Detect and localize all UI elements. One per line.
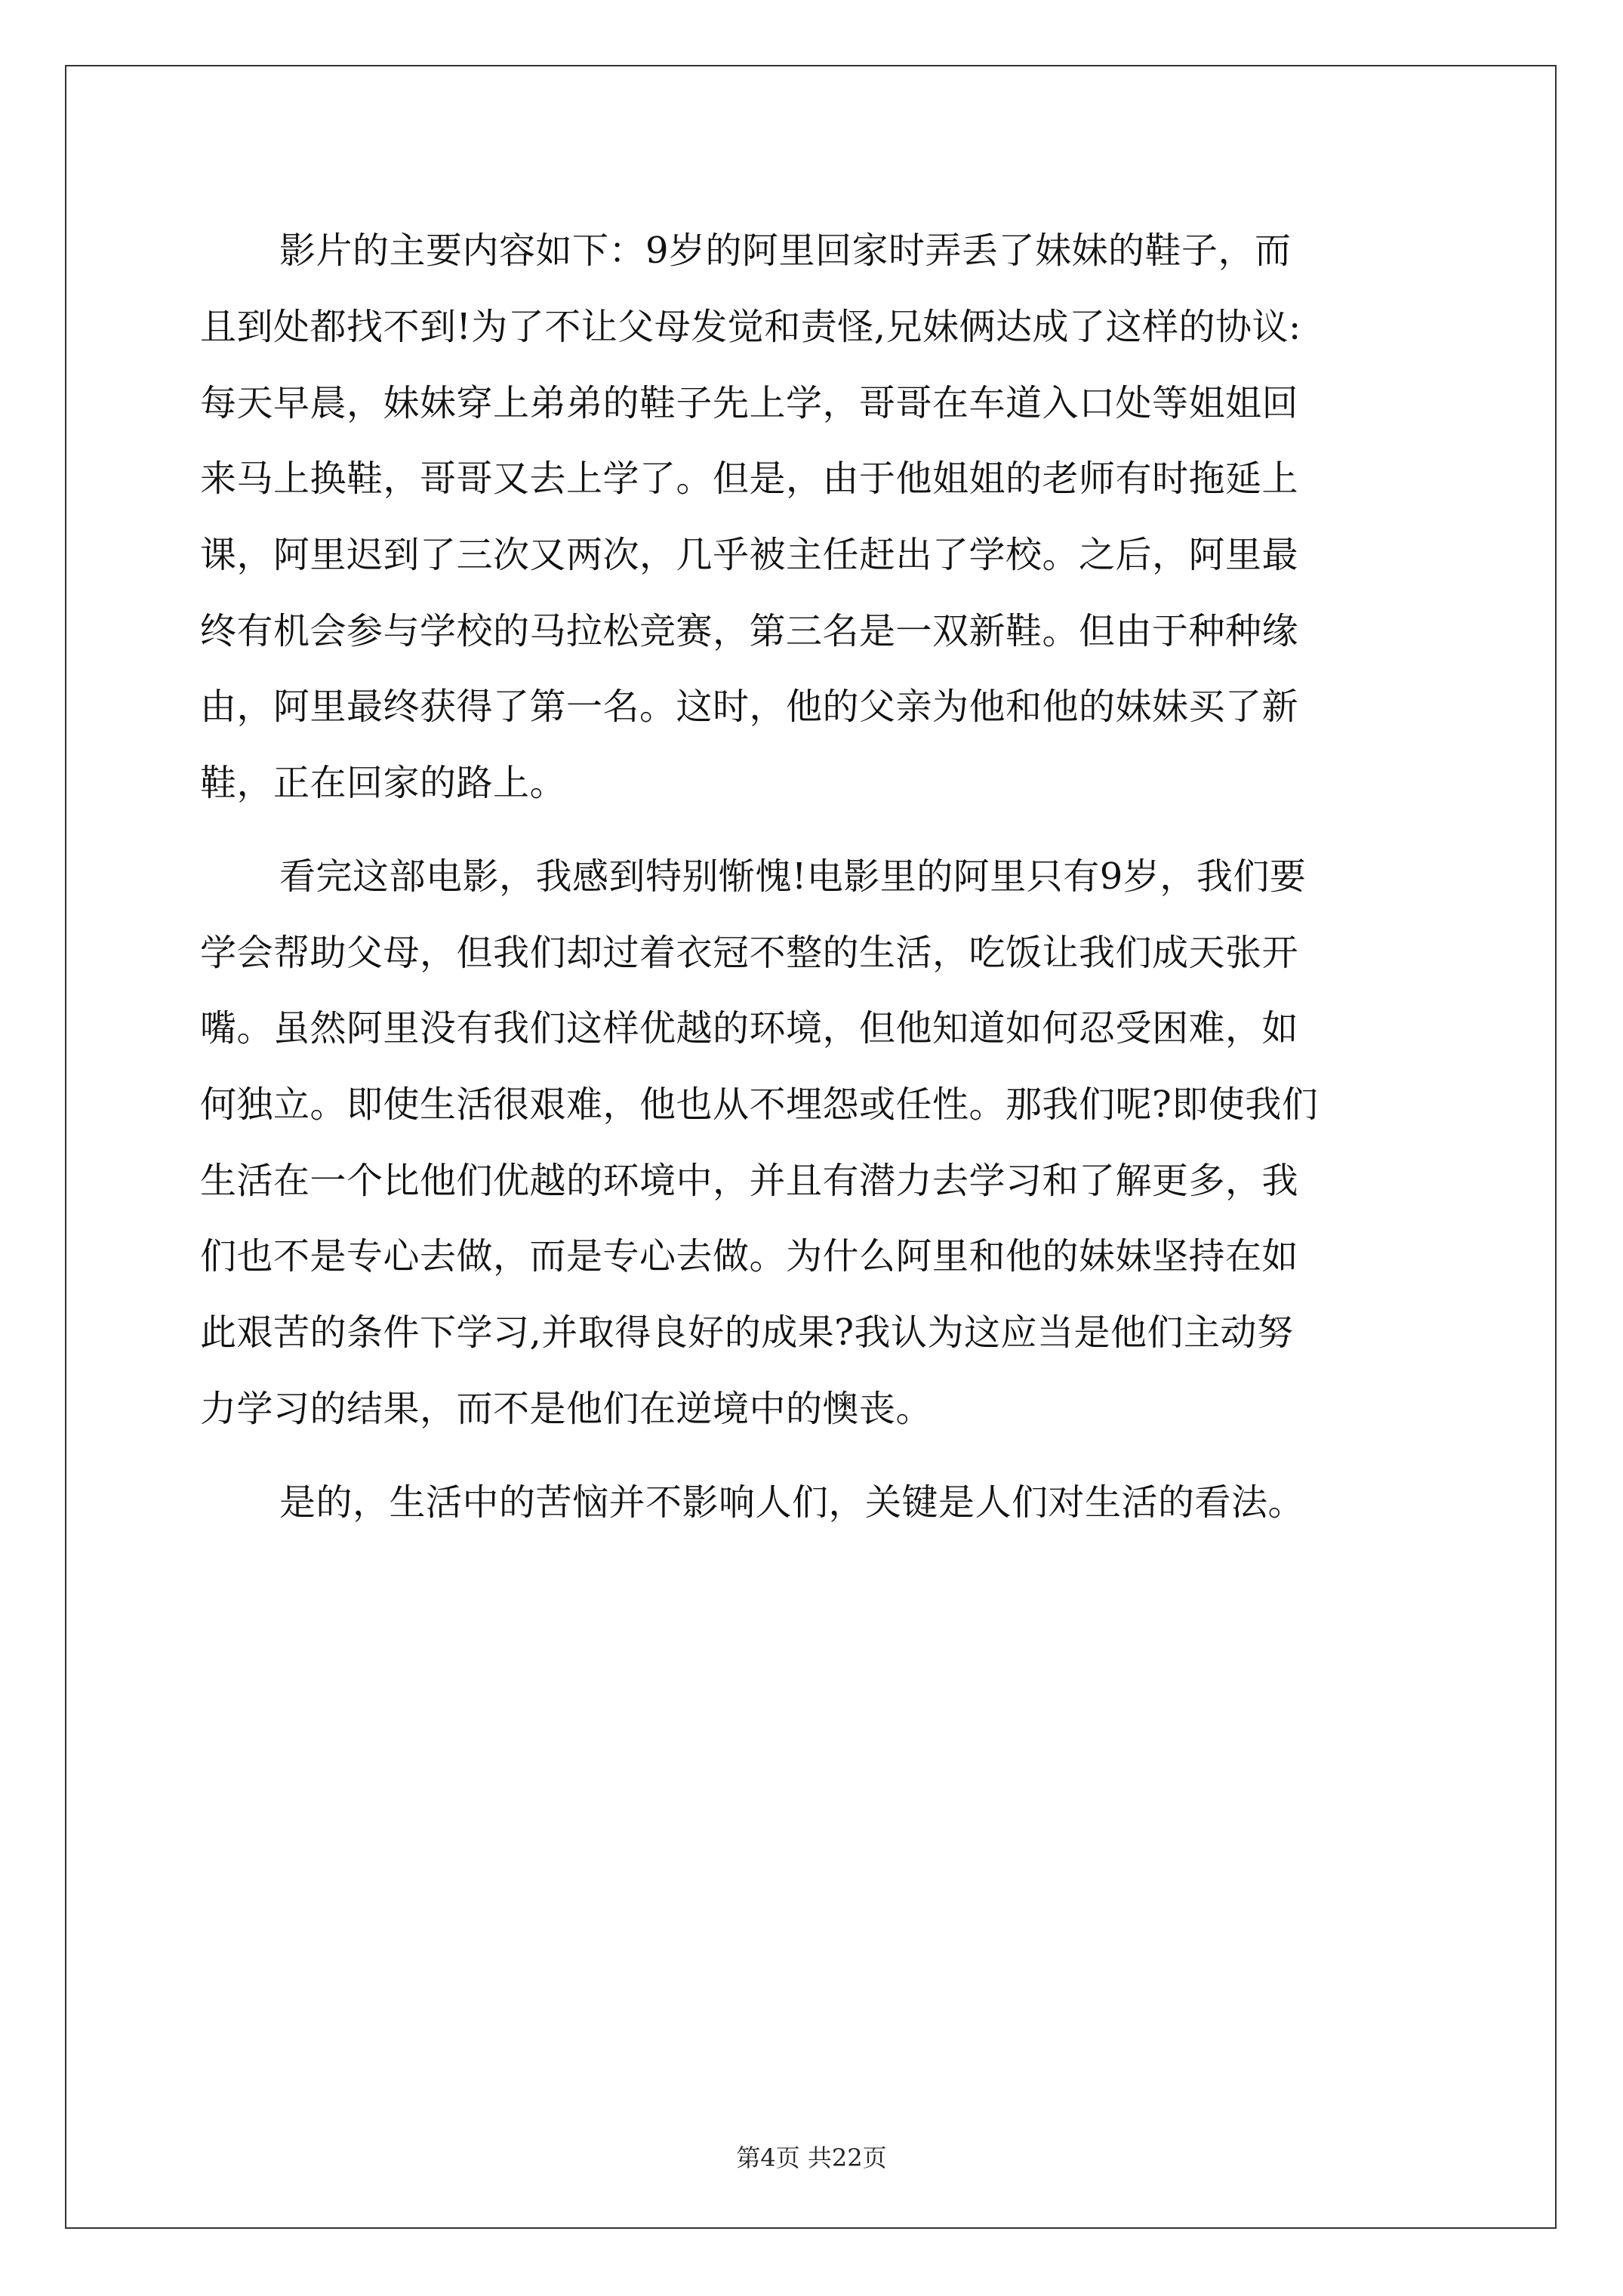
paragraph-2-line-7: 此艰苦的条件下学习,并取得良好的成果?我认为这应当是他们主动努 (200, 1311, 1294, 1354)
paragraph-1-line-2: 且到处都找不到!为了不让父母发觉和责怪,兄妹俩达成了这样的协议: (200, 306, 1301, 348)
paragraph-1-line-1: 影片的主要内容如下：9岁的阿里回家时弄丢了妹妹的鞋子，而 (279, 230, 1292, 272)
paragraph-2-line-6: 们也不是专心去做，而是专心去做。为什么阿里和他的妹妹坚持在如 (200, 1235, 1299, 1277)
paragraph-2-line-5: 生活在一个比他们优越的环境中，并且有潜力去学习和了解更多，我 (200, 1160, 1299, 1202)
paragraph-3-line-1: 是的，生活中的苦恼并不影响人们，关键是人们对生活的看法。 (279, 1481, 1305, 1524)
page-number-footer: 第4页 共22页 (736, 2143, 887, 2172)
paragraph-2-line-1: 看完这部电影，我感到特别惭愧!电影里的阿里只有9岁，我们要 (279, 855, 1307, 898)
paragraph-2-line-4: 何独立。即使生活很艰难，他也从不埋怨或任性。那我们呢?即使我们 (200, 1083, 1319, 1126)
paragraph-1-line-3: 每天早晨，妹妹穿上弟弟的鞋子先上学，哥哥在车道入口处等姐姐回 (200, 382, 1299, 424)
paragraph-2-line-3: 嘴。虽然阿里没有我们这样优越的环境，但他知道如何忍受困难，如 (200, 1007, 1299, 1049)
paragraph-1-line-7: 由，阿里最终获得了第一名。这时，他的父亲为他和他的妹妹买了新 (200, 686, 1299, 728)
paragraph-2-line-2: 学会帮助父母，但我们却过着衣冠不整的生活，吃饭让我们成天张开 (200, 932, 1299, 974)
paragraph-1-line-8: 鞋，正在回家的路上。 (200, 762, 567, 804)
paragraph-1-line-6: 终有机会参与学校的马拉松竞赛，第三名是一双新鞋。但由于种种缘 (200, 610, 1299, 652)
paragraph-1-line-4: 来马上换鞋，哥哥又去上学了。但是，由于他姐姐的老师有时拖延上 (200, 458, 1299, 500)
paragraph-1-line-5: 课，阿里迟到了三次又两次，几乎被主任赶出了学校。之后，阿里最 (200, 534, 1299, 576)
paragraph-2-line-8: 力学习的结果，而不是他们在逆境中的懊丧。 (200, 1388, 933, 1430)
